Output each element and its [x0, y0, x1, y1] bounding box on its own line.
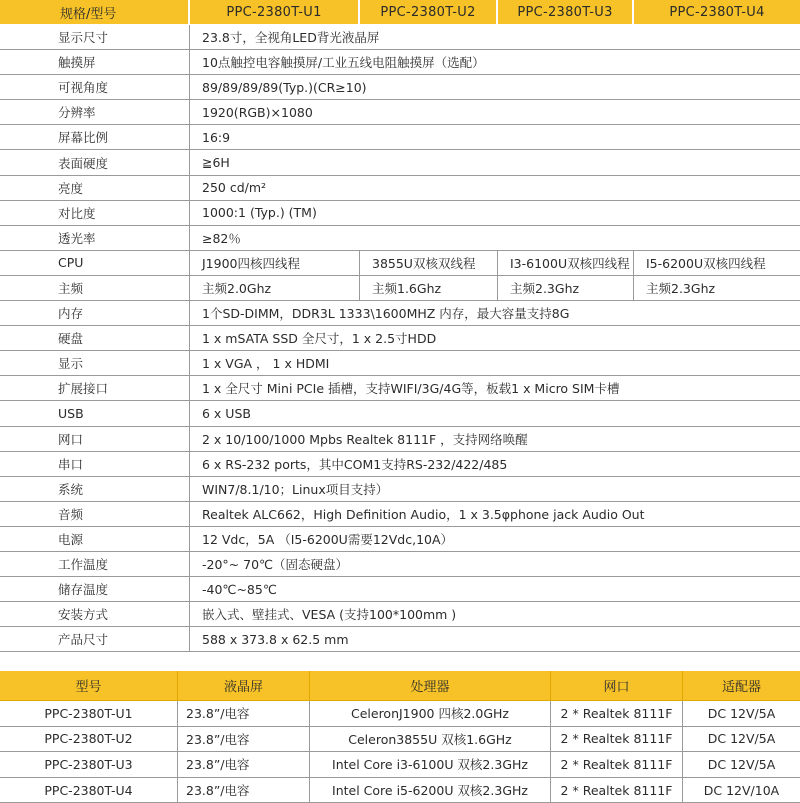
- spec-value: 嵌入式、壁挂式、VESA (支持100*100mm ): [202, 607, 457, 623]
- spec-label: 触摸屏: [0, 50, 190, 74]
- spec-value: 10点触控电容触摸屏/工业五线电阻触摸屏（选配）: [202, 55, 485, 71]
- cell-model: PPC-2380T-U2: [0, 727, 178, 752]
- spec-row-serial: [0, 452, 800, 477]
- spec-value-u4: 主频2.3Ghz: [646, 280, 716, 296]
- cell-model: PPC-2380T-U4: [0, 778, 178, 803]
- spec-row-storage-temp: [0, 577, 800, 602]
- header-processor: 处理器: [310, 671, 551, 700]
- cell-adapter: DC 12V/10A: [703, 782, 780, 798]
- spec-label: 透光率: [0, 226, 190, 250]
- spec-value: 1 x VGA ， 1 x HDMI: [202, 356, 330, 372]
- spec-label: 主频: [0, 276, 190, 300]
- spec-label: 对比度: [0, 201, 190, 225]
- spec-label: 安装方式: [0, 602, 190, 626]
- cell-processor: Intel Core i3-6100U 双核2.3GHz: [310, 752, 551, 777]
- spec-value-u2: 主频1.6Ghz: [360, 276, 498, 300]
- model-column-u2: PPC-2380T-U2: [360, 0, 498, 24]
- spec-value: ≥82％: [202, 230, 241, 246]
- spec-value: 89/89/89/89(Typ.)(CR≥10): [202, 79, 367, 95]
- spec-label: CPU: [0, 251, 190, 275]
- cell-adapter: DC 12V/5A: [707, 756, 776, 772]
- spec-row-mounting: [0, 602, 800, 627]
- spec-label: USB: [0, 401, 190, 425]
- spec-value-u3: 主频2.3Ghz: [498, 276, 634, 300]
- spec-label: 系统: [0, 477, 190, 501]
- cell-lan: 2 * Realtek 8111F: [551, 701, 683, 726]
- spec-row-os: [0, 477, 800, 502]
- table-row: [0, 701, 800, 727]
- cell-processor: Intel Core i5-6200U 双核2.3GHz: [310, 778, 551, 803]
- spec-row-touchscreen: [0, 50, 800, 75]
- header-model: 型号: [0, 671, 178, 700]
- spec-label: 亮度: [0, 176, 190, 200]
- spec-label: 内存: [0, 301, 190, 325]
- spec-row-display-out: [0, 351, 800, 376]
- spec-row-storage: [0, 326, 800, 351]
- spec-row-cpu: [0, 251, 800, 276]
- cell-adapter: DC 12V/5A: [707, 731, 776, 747]
- spec-label: 显示尺寸: [0, 25, 190, 49]
- spec-label: 电源: [0, 527, 190, 551]
- spec-label: 表面硬度: [0, 150, 190, 174]
- spec-value: 1 x 全尺寸 Mini PCIe 插槽，支持WIFI/3G/4G等，板载1 x Micro SIM卡槽: [202, 381, 620, 397]
- header-lan: 网口: [551, 671, 683, 700]
- spec-row-viewing-angle: [0, 75, 800, 100]
- spec-label: 分辨率: [0, 100, 190, 124]
- model-column-u3: PPC-2380T-U3: [498, 0, 634, 24]
- cell-processor: CeleronJ1900 四核2.0GHz: [310, 701, 551, 726]
- spec-value: -20°~ 70℃（固态硬盘）: [202, 557, 349, 573]
- model-column-u1: PPC-2380T-U1: [190, 0, 360, 24]
- spec-value: WIN7/8.1/10；Linux项目支持）: [202, 481, 389, 497]
- header-adapter: 适配器: [721, 680, 761, 695]
- spec-label: 显示: [0, 351, 190, 375]
- spec-row-contrast: [0, 201, 800, 226]
- spec-row-frequency: [0, 276, 800, 301]
- spec-row-audio: [0, 502, 800, 527]
- spec-row-brightness: [0, 176, 800, 201]
- cell-model: PPC-2380T-U3: [0, 752, 178, 777]
- spec-value: ≧6H: [202, 155, 230, 171]
- cell-lcd: 23.8”/电容: [178, 752, 310, 777]
- spec-value-u1: 主频2.0Ghz: [190, 276, 360, 300]
- model-header-row: [0, 671, 800, 701]
- spec-value: Realtek ALC662，High Definition Audio，1 x 3.5φphone jack Audio Out: [202, 506, 645, 522]
- spec-row-usb: [0, 401, 800, 426]
- cell-adapter: DC 12V/5A: [707, 705, 776, 721]
- spec-label: 储存温度: [0, 577, 190, 601]
- cell-lan: 2 * Realtek 8111F: [551, 727, 683, 752]
- table-row: [0, 778, 800, 803]
- spec-value: 12 Vdc，5A （I5-6200U需要12Vdc,10A）: [202, 531, 454, 547]
- spec-label: 产品尺寸: [0, 627, 190, 651]
- spec-value: 6 x USB: [202, 405, 251, 421]
- spec-value: 1个SD-DIMM，DDR3L 1333\1600MHZ 内存，最大容量支持8G: [202, 306, 570, 322]
- spec-value: 1920(RGB)×1080: [202, 104, 313, 120]
- cell-model: PPC-2380T-U1: [0, 701, 178, 726]
- spec-row-surface-hardness: [0, 150, 800, 175]
- model-table: [0, 671, 800, 803]
- spec-row-aspect-ratio: [0, 125, 800, 150]
- spec-value: -40℃~85℃: [202, 581, 277, 597]
- spec-label: 串口: [0, 452, 190, 476]
- model-column-u4: PPC-2380T-U4: [669, 4, 765, 20]
- cell-lcd: 23.8”/电容: [178, 778, 310, 803]
- spec-row-dimensions: [0, 627, 800, 652]
- cell-lcd: 23.8”/电容: [178, 701, 310, 726]
- spec-row-operating-temp: [0, 552, 800, 577]
- spec-row-power: [0, 527, 800, 552]
- table-row: [0, 752, 800, 778]
- spec-label: 音频: [0, 502, 190, 526]
- spec-value: 1 x mSATA SSD 全尺寸，1 x 2.5寸HDD: [202, 331, 437, 347]
- cell-processor: Celeron3855U 双核1.6GHz: [310, 727, 551, 752]
- spec-row-memory: [0, 301, 800, 326]
- spec-value-u4: I5-6200U双核四线程: [646, 255, 766, 271]
- spec-row-display-size: [0, 25, 800, 50]
- spec-value: 250 cd/m²: [202, 180, 267, 196]
- spec-value: 16:9: [202, 129, 231, 145]
- spec-row-transmittance: [0, 226, 800, 251]
- spec-row-expansion: [0, 376, 800, 401]
- spec-value: 1000:1 (Typ.) (TM): [202, 205, 317, 221]
- spec-value: 2 x 10/100/1000 Mpbs Realtek 8111F ，支持网络唤醒: [202, 431, 528, 447]
- spec-label: 硬盘: [0, 326, 190, 350]
- cell-lan: 2 * Realtek 8111F: [551, 778, 683, 803]
- spec-label: 扩展接口: [0, 376, 190, 400]
- cell-lan: 2 * Realtek 8111F: [551, 752, 683, 777]
- spec-label: 屏幕比例: [0, 125, 190, 149]
- spec-label: 网口: [0, 427, 190, 451]
- spec-value-u2: 3855U双核双线程: [360, 251, 498, 275]
- table-row: [0, 727, 800, 753]
- spec-value: 6 x RS-232 ports，其中COM1支持RS-232/422/485: [202, 456, 508, 472]
- spec-header-label: 规格/型号: [0, 0, 190, 24]
- spec-label: 工作温度: [0, 552, 190, 576]
- spec-value-u1: J1900四核四线程: [190, 251, 360, 275]
- spec-row-resolution: [0, 100, 800, 125]
- spec-row-lan: [0, 427, 800, 452]
- spec-header-row: [0, 0, 800, 25]
- spec-label: 可视角度: [0, 75, 190, 99]
- spec-value-u3: I3-6100U双核四线程: [498, 251, 634, 275]
- cell-lcd: 23.8”/电容: [178, 727, 310, 752]
- spec-value: 588 x 373.8 x 62.5 mm: [202, 631, 349, 647]
- spec-value: 23.8寸，全视角LED背光液晶屏: [202, 30, 380, 46]
- header-lcd: 液晶屏: [178, 671, 310, 700]
